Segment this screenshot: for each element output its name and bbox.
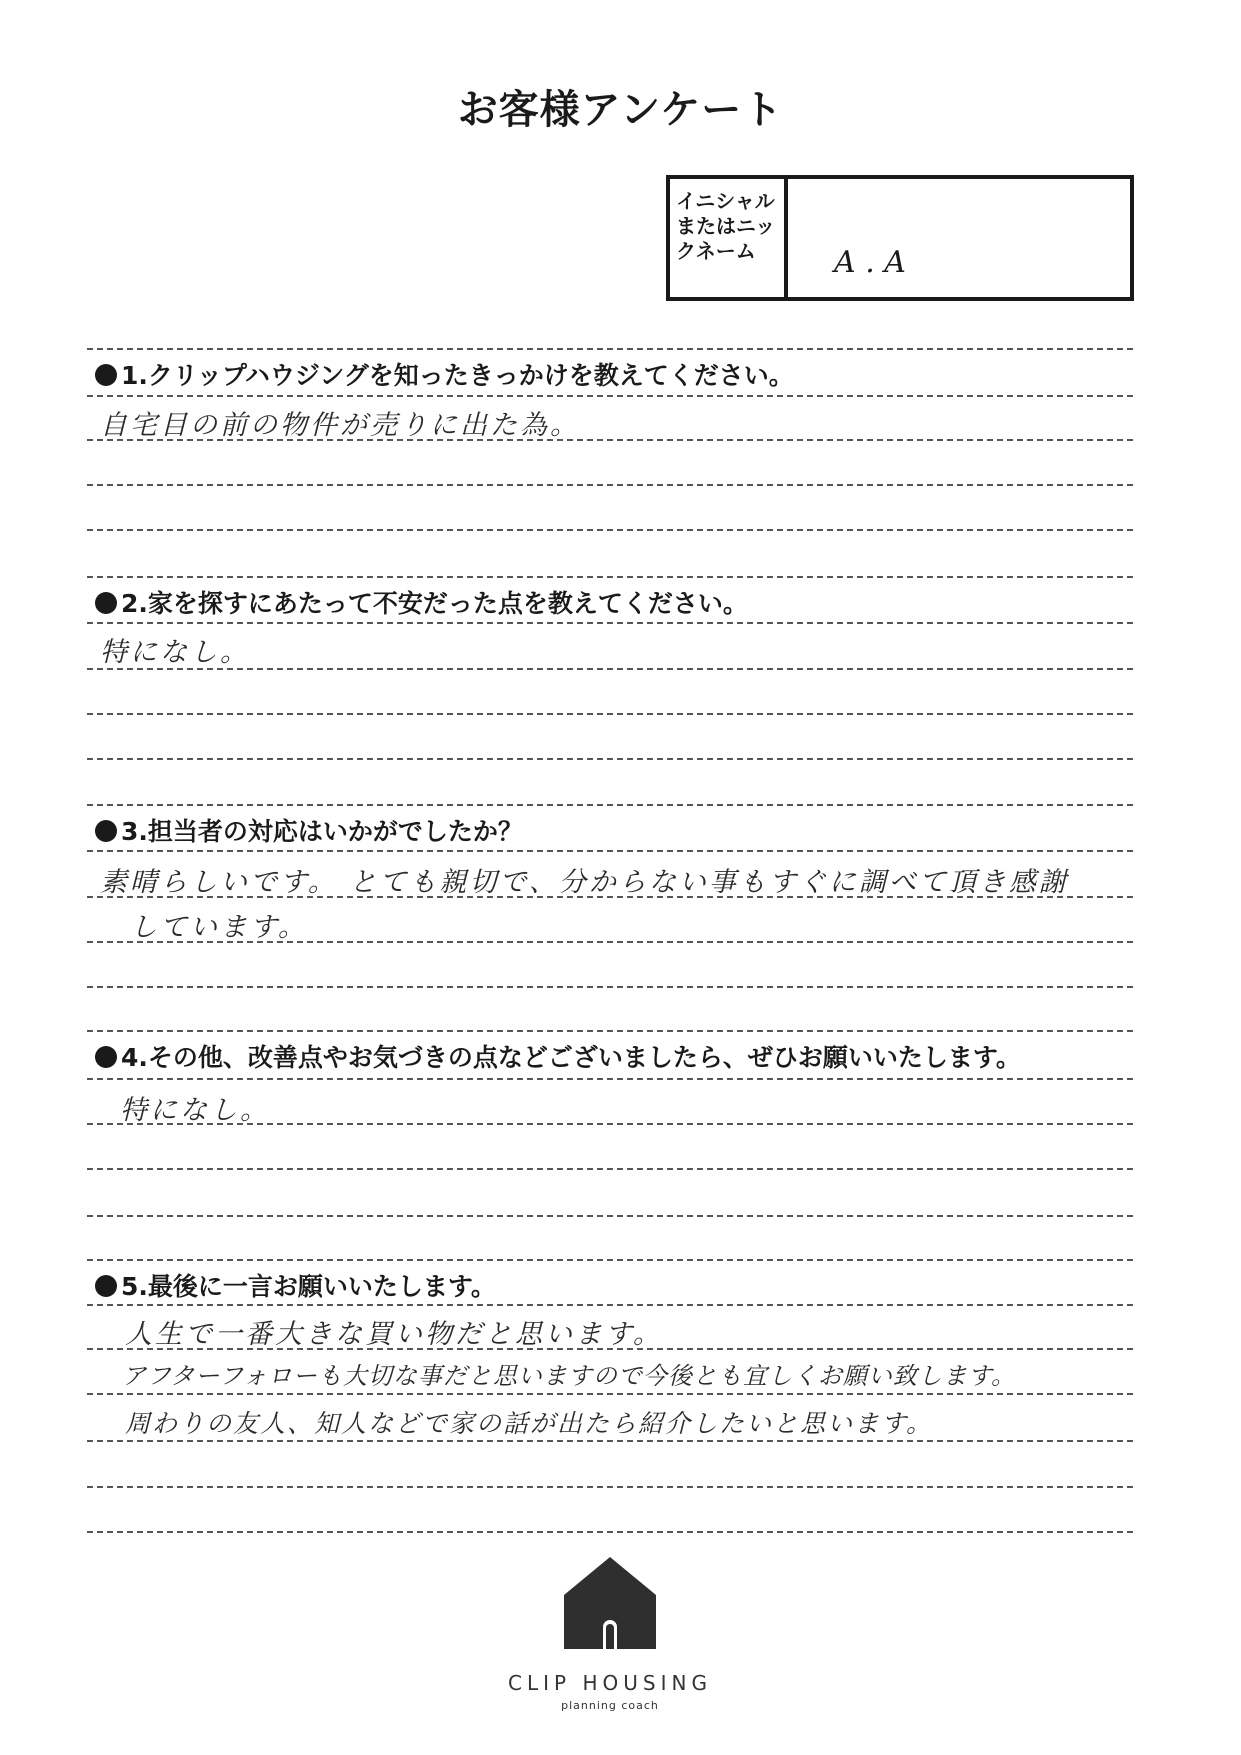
answer-line-rule [87, 529, 1133, 531]
answer-line-rule [87, 439, 1133, 441]
answer-line: 特になし。 [120, 1095, 270, 1126]
answer-line: 自宅目の前の物件が売りに出た為。 [100, 410, 580, 441]
bullet-icon [95, 1046, 117, 1068]
answer-line: 特になし。 [100, 637, 250, 668]
page-title: お客様アンケート [457, 87, 784, 133]
answer-line-rule [87, 713, 1133, 715]
answer-line-rule [87, 1440, 1133, 1442]
answer-line-rule [87, 1348, 1133, 1350]
question-text: 4.その他、改善点やお気づきの点などございましたら、ぜひお願いいたします。 [121, 1043, 1021, 1072]
bullet-icon [95, 820, 117, 842]
answer-line-rule [87, 758, 1133, 760]
divider [87, 1078, 1133, 1080]
answer-line-rule [87, 1215, 1133, 1217]
name-box [666, 175, 1134, 301]
question-2 [95, 584, 748, 620]
name-value: A . A [834, 245, 906, 280]
divider [87, 576, 1133, 578]
divider [87, 804, 1133, 806]
answer-line: しています。 [130, 912, 308, 943]
answer-line-rule [87, 1531, 1133, 1533]
answer-line: 周わりの友人、知人などで家の話が出たら紹介したいと思います。 [125, 1409, 934, 1438]
divider [87, 1304, 1133, 1306]
divider [87, 1259, 1133, 1261]
divider [87, 850, 1133, 852]
answer-line-rule [87, 1123, 1133, 1125]
answer-line-rule [87, 1168, 1133, 1170]
logo-name: CLIP HOUSING [508, 1671, 712, 1695]
question-1 [95, 356, 794, 392]
question-text: 2.家を探すにあたって不安だった点を教えてください。 [121, 589, 748, 618]
question-3 [95, 812, 523, 848]
answer-line-rule [87, 941, 1133, 943]
logo [490, 1555, 730, 1712]
answer-line-rule [87, 1486, 1133, 1488]
answer-line-rule [87, 986, 1133, 988]
answer-line: アフターフォローも大切な事だと思いますので今後とも宜しくお願い致します。 [122, 1362, 1016, 1390]
question-text: 3.担当者の対応はいかがでしたか？ [121, 817, 523, 846]
divider [87, 1030, 1133, 1032]
logo-tagline: planning coach [561, 1699, 659, 1712]
name-label: イニシャルまたはニックネーム [670, 179, 788, 297]
divider [87, 622, 1133, 624]
answer-line: 素晴らしいです。 とても親切で、分からない事もすぐに調べて頂き感謝 [100, 867, 1069, 898]
bullet-icon [95, 364, 117, 386]
answer-line-rule [87, 668, 1133, 670]
question-5 [95, 1267, 496, 1303]
question-4 [95, 1038, 1021, 1074]
house-icon [562, 1555, 658, 1651]
divider [87, 395, 1133, 397]
answer-line-rule [87, 484, 1133, 486]
divider [87, 348, 1133, 350]
answer-line: 人生で一番大きな買い物だと思います。 [125, 1319, 663, 1350]
answer-line-rule [87, 1393, 1133, 1395]
bullet-icon [95, 1275, 117, 1297]
question-text: 1.クリップハウジングを知ったきっかけを教えてください。 [121, 361, 794, 390]
question-text: 5.最後に一言お願いいたします。 [121, 1272, 496, 1301]
bullet-icon [95, 592, 117, 614]
answer-line-rule [87, 896, 1133, 898]
